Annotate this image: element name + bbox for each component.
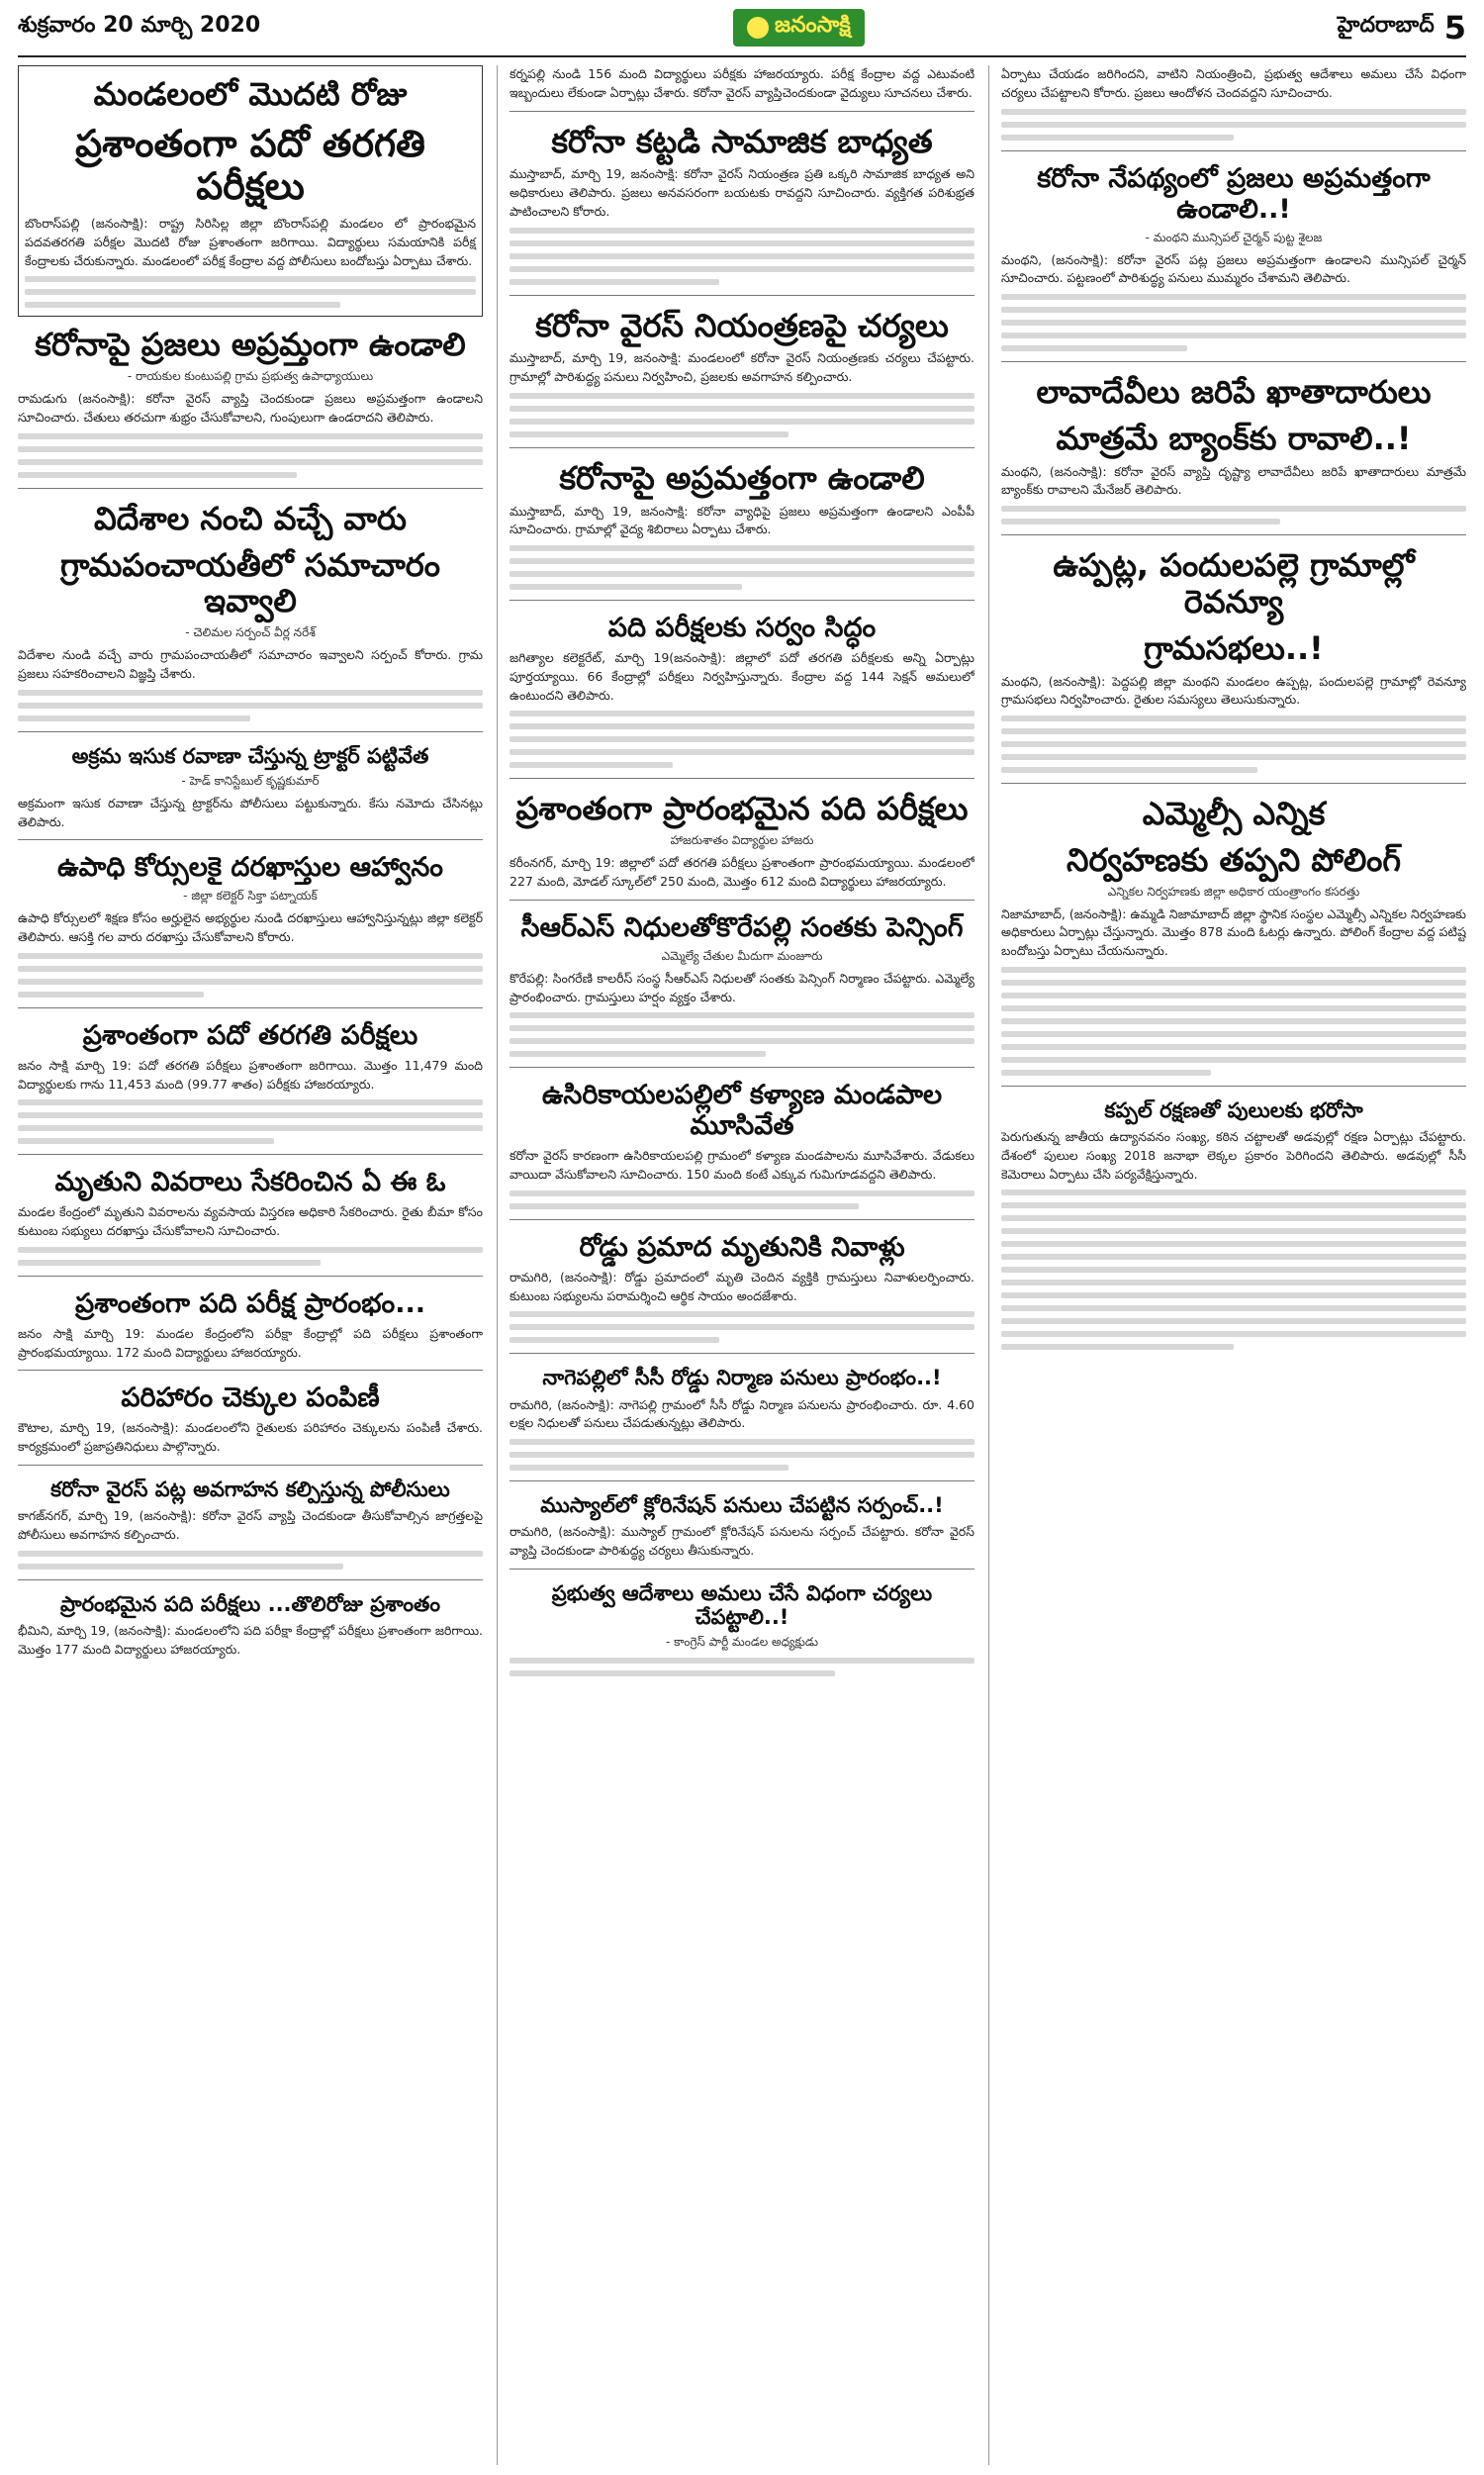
logo-mark-icon xyxy=(747,17,769,39)
divider xyxy=(1001,150,1466,151)
byline: ఎన్నికల నిర్వహణకు జిల్లా అధికార యంత్రాంగం కసరత్తు xyxy=(1107,884,1360,899)
byline: - చెలిమల సర్పంచ్ వీర్ల నరేశ్ xyxy=(185,625,316,640)
headline: లావాదేవీలు జరిపే ఖాతాదారులు xyxy=(1036,373,1432,412)
text-lines xyxy=(510,1010,974,1059)
article-body: రామగిరి, (జనంసాక్షి): నాగెపల్లి గ్రామంలో సీసీ రోడ్డు నిర్మాణ పనులను ప్రారంభించారు. రూ. 4.60 లక్షల నిధులతో పనులు చేపడుతున్నట్లు తెలిపారు. xyxy=(510,1396,974,1431)
divider xyxy=(18,1007,483,1008)
headline: అక్రమ ఇసుక రవాణా చేస్తున్న ట్రాక్టర్ పట్టివేత xyxy=(71,743,429,768)
text-lines xyxy=(510,1309,974,1345)
article-body: విదేశాల నుండి వచ్చే వారు గ్రామపంచాయతీలో సమాచారం ఇవ్వాలని సర్పంచ్ కోరారు. గ్రామ ప్రజలు సహకరించాలని విజ్ఞప్తి చేశారు. xyxy=(18,647,483,681)
divider xyxy=(510,111,974,112)
article-body: కరీంనగర్, మార్చి 19: జిల్లాలో పదో తరగతి పరీక్షలు ప్రశాంతంగా ప్రారంభమయ్యాయి. మండలంలో 227 మంది, మోడల్ స్కూల్‌లో 250 మంది, మొత్తం 612 మంది విద్యార్థులు హాజరయ్యారు. xyxy=(510,855,974,889)
article-foreign-returnees xyxy=(18,497,483,723)
issue-date: శుక్రవారం 20 మార్చి 2020 xyxy=(18,13,261,38)
headline: ప్రభుత్వ ఆదేశాలు అమలు చేసే విధంగా చర్యలు చేపట్టాలి..! xyxy=(551,1580,933,1629)
article-continued xyxy=(510,65,974,103)
divider xyxy=(510,778,974,779)
headline: ముస్యాల్‌లో క్లోరినేషన్ పనులు చేపట్టిన సర్పంచ్..! xyxy=(540,1493,944,1518)
column-3 xyxy=(988,65,1466,2465)
byline: - హెడ్ కానిస్టేబుల్ కృష్ణకుమార్ xyxy=(181,773,320,788)
text-lines xyxy=(1001,1188,1466,1352)
divider xyxy=(510,1480,974,1481)
article-be-alert xyxy=(510,456,974,592)
divider xyxy=(18,731,483,732)
article-exams-began xyxy=(510,787,974,891)
divider xyxy=(510,600,974,601)
divider xyxy=(18,1579,483,1580)
article-body: జగిత్యాల కలెక్టరేట్, మార్చి 19(జనంసాక్షి): జిల్లాలో పదో తరగతి పరీక్షలకు అన్ని ఏర్పాట్లు పూర్తయ్యాయి. 66 కేంద్రాల్లో పరీక్షలు నిర్వహిస్తున్నారు. కేంద్రాల వద్ద 144 సెక్షన్ అమలులో ఉంటుందని తెలిపారు. xyxy=(510,650,974,703)
text-lines xyxy=(1001,107,1466,143)
article-body: ముస్తాబాద్, మార్చి 19, జనంసాక్షి: మండలంలో కరోనా వైరస్ నియంత్రణకు చర్యలు చేపట్టారు. గ్రామాల్లో పారిశుద్ధ్య పనులు నిర్వహించి, ప్రజలకు అవగాహన కల్పించారు. xyxy=(510,350,974,385)
article-exams-ready xyxy=(510,609,974,770)
headline: విదేశాల నంచి వచ్చే వారు xyxy=(94,499,407,537)
article-cc-road xyxy=(510,1362,974,1473)
article-people-alert xyxy=(1001,159,1466,354)
article-police-awareness xyxy=(18,1474,483,1571)
article-body: మండల కేంద్రంలో మృతుని వివరాలను వ్యవసాయ విస్తరణ అధికారి సేకరించారు. రైతు బీమా కోసం కుటుంబ సభ్యులు దరఖాస్తు చేసుకోవాలని సూచించారు. xyxy=(18,1204,483,1239)
headline: నాగెపల్లిలో సీసీ రోడ్డు నిర్మాణ పనులు ప్రారంభం..! xyxy=(542,1366,942,1390)
article-body: ముస్తాబాద్, మార్చి 19, జనంసాక్షి: కరోనా వైరస్ నియంత్రణ ప్రతి ఒక్కరి సామాజిక బాధ్యత అని అధికారులు తెలిపారు. ప్రజలు అనవసరంగా బయటకు రావద్దని సూచించారు. వ్యక్తిగత పరిశుభ్రత పాటించాలని కోరారు. xyxy=(510,166,974,219)
text-lines xyxy=(18,1549,483,1571)
headline: ఉసిరికాయలపల్లిలో కళ్యాణ మండపాల మూసివేత xyxy=(541,1080,943,1142)
text-lines xyxy=(510,226,974,287)
article-body: కాగజ్‌నగర్, మార్చి 19, (జనంసాక్షి): కరోనా వైరస్ వ్యాప్తి చెందకుండా తీసుకోవాల్సిన జాగ్రత్తలపై పోలీసులు అవగాహన కల్పించారు. xyxy=(18,1508,483,1542)
article-sand-tractor xyxy=(18,740,483,832)
column-1 xyxy=(18,65,483,2465)
headline: ప్రశాంతంగా పదో తరగతి పరీక్షలు xyxy=(75,121,425,209)
divider xyxy=(1001,783,1466,784)
article-job-courses xyxy=(18,848,483,1000)
headline: ఉప్పట్ల, పందులపల్లె గ్రామాల్లో రెవన్యూ xyxy=(1053,546,1415,620)
article-govt-orders xyxy=(510,1577,974,1678)
article-halls-closed xyxy=(510,1076,974,1211)
article-compensation-cheques xyxy=(18,1379,483,1457)
text-lines xyxy=(18,688,483,723)
byline: - కాంగ్రెస్ పార్టీ మండల అధ్యక్షుడు xyxy=(666,1634,818,1649)
byline: - రాయకుల కుంటుపల్లి గ్రామ ప్రభుత్వ ఉపాధ్యాయులు xyxy=(127,369,374,384)
article-mlc-election xyxy=(1001,792,1466,1078)
divider xyxy=(1001,534,1466,535)
headline: మండలంలో మొదటి రోజు xyxy=(93,75,408,113)
article-body: కరోనా వైరస్ కారణంగా ఉసిరికాయలపల్లి గ్రామంలో కళ్యాణ మండపాలను మూసివేశారు. వేడుకలు వాయిదా వేసుకోవాలని సూచించారు. 150 మంది కంటే ఎక్కువ గుమిగూడవద్దని తెలిపారు. xyxy=(510,1148,974,1183)
headline: ప్రశాంతంగా ప్రారంభమైన పది పరీక్షలు xyxy=(515,790,969,828)
article-corona-alert xyxy=(18,323,483,479)
divider xyxy=(18,839,483,840)
article-exam-start xyxy=(18,1285,483,1363)
divider xyxy=(510,447,974,448)
text-lines xyxy=(18,1245,483,1268)
article-body: కర్నపల్లి నుండి 156 మంది విద్యార్థులు పరీక్షకు హాజరయ్యారు. పరీక్ష కేంద్రాల వద్ద ఎటువంటి ఇబ్బందులు లేకుండా ఏర్పాట్లు చేశారు. కరోనా వైరస్ వ్యాప్తిచెందకుండా వైద్యులు సూచనలు చేశారు. xyxy=(510,66,974,100)
headline: ఉపాధి కోర్సులకై దరఖాస్తుల ఆహ్వానం xyxy=(57,852,443,884)
divider xyxy=(510,1569,974,1570)
divider xyxy=(510,1353,974,1354)
text-lines xyxy=(1001,965,1466,1078)
article-body: కొరేపల్లి: సింగరేణి కాలరీస్ సంస్థ సీఆర్ఎస్ నిధులతో సంతకు పెన్సింగ్ నిర్మాణం చేపట్టారు. ఎమ్మెల్యే ప్రారంభించారు. గ్రామస్తులు హర్షం వ్యక్తం చేశారు. xyxy=(510,970,974,1004)
edition-city: హైదరాబాద్ xyxy=(1337,13,1435,38)
headline: కరోనాపై అప్రమత్తంగా ఉండాలి xyxy=(559,458,925,497)
text-lines xyxy=(18,431,483,480)
article-body: అక్రమంగా ఇసుక రవాణా చేస్తున్న ట్రాక్టర్‌ను పోలీసులు పట్టుకున్నారు. కేసు నమోదు చేసినట్లు తెలిపారు. xyxy=(18,795,483,829)
text-lines xyxy=(510,1656,974,1678)
text-lines xyxy=(1001,504,1466,526)
headline: మృతుని వివరాలు సేకరించిన ఏ ఈ ఓ xyxy=(54,1167,446,1198)
headline: కరోనాపై ప్రజలు అప్రమ్తంగా ఉండాలి xyxy=(35,326,466,364)
headline: కరోనా వైరస్ నియంత్రణపై చర్యలు xyxy=(535,306,949,344)
text-lines xyxy=(25,274,476,310)
divider xyxy=(18,1276,483,1277)
article-chlorination xyxy=(510,1489,974,1561)
byline: - మంథని మున్సిపల్ చైర్మన్ పుట్ట శైలజ xyxy=(1145,230,1323,244)
text-lines xyxy=(18,951,483,1000)
divider xyxy=(510,1219,974,1220)
text-lines xyxy=(510,1189,974,1211)
text-lines xyxy=(510,543,974,592)
article-body: భీమిని, మార్చి 19, (జనంసాక్షి): మండలంలోని పది పరీక్షా కేంద్రాల్లో పరీక్షలు ప్రశాంతంగా జరిగాయి. మొత్తం 177 మంది విద్యార్థులు హాజరయ్యారు. xyxy=(18,1622,483,1657)
divider xyxy=(1001,1086,1466,1087)
headline: మాత్రమే బ్యాంక్‌కు రావాలి..! xyxy=(1056,419,1412,457)
logo-text: జనంసాక్షి xyxy=(775,13,851,38)
article-virus-control xyxy=(510,304,974,439)
article-aeo-details xyxy=(18,1163,483,1268)
columns xyxy=(18,65,1466,2465)
headline: రోడ్డు ప్రమాద మృతునికి నివాళ్లు xyxy=(579,1231,905,1263)
divider xyxy=(510,295,974,296)
page-number: 5 xyxy=(1443,9,1466,47)
article-body: ఉపాధి కోర్సులలో శిక్షణ కోసం అర్హులైన అభ్యర్థుల నుండి దరఖాస్తులు ఆహ్వానిస్తున్నట్లు జిల్లా కలెక్టర్ తెలిపారు. ఆసక్తి గల వారు దరఖాస్తు చేసుకోవాలని కోరారు. xyxy=(18,910,483,945)
article-body: బొంరాస్‌పల్లి (జనంసాక్షి): రాష్ట్ర సిరిసిల్ల జిల్లా బొంరాస్‌పల్లి మండలం లో ప్రారంభమైన పదవతరగతి పరీక్షల మొదటి రోజు ప్రశాంతంగా జరిగాయి. విద్యార్థులు సమయానికి పరీక్ష కేంద్రాలకు చేరుకున్నారు. మండలంలో పరీక్ష కేంద్రాల వద్ద పోలీసులు బందోబస్తు ఏర్పాటు చేశారు. xyxy=(25,216,476,268)
headline: ప్రశాంతంగా పదో తరగతి పరీక్షలు xyxy=(82,1019,418,1051)
text-lines xyxy=(510,709,974,770)
divider xyxy=(1001,361,1466,362)
headline: నిర్వహణకు తప్పని పోలింగ్ xyxy=(1067,840,1401,879)
article-tenth-exams xyxy=(18,1016,483,1147)
headline: ఎమ్మెల్సీ ఎన్నిక xyxy=(1142,795,1326,833)
article-revenue-sabhas xyxy=(1001,543,1466,775)
article-exams-first-day-calm xyxy=(18,1588,483,1660)
text-lines xyxy=(1001,292,1466,353)
article-body: జనం సాక్షి మార్చి 19: మండల కేంద్రంలోని పరీక్షా కేంద్రాల్లో పది పరీక్షలు ప్రశాంతంగా ప్రారంభమయ్యాయి. 172 మంది విద్యార్థులు హాజరయ్యారు. xyxy=(18,1325,483,1360)
headline: కరోనా నేపథ్యంలో ప్రజలు అప్రమత్తంగా ఉండాలి..! xyxy=(1037,162,1431,225)
article-body: ముస్తాబాద్, మార్చి 19, జనంసాక్షి: కరోనా వ్యాధిపై ప్రజలు అప్రమత్తంగా ఉండాలని ఎంపీపీ సూచించారు. గ్రామాల్లో వైద్య శిబిరాలు ఏర్పాటు చేశారు. xyxy=(510,503,974,537)
article-body: కౌటాల, మార్చి 19, (జనంసాక్షి): మండలంలోని రైతులకు పరిహారం చెక్కులను పంపిణీ చేశారు. కార్యక్రమంలో ప్రజాప్రతినిధులు పాల్గొన్నారు. xyxy=(18,1420,483,1455)
newspaper-logo xyxy=(733,9,865,47)
byline: ఎమ్మెల్యే చేతుల మీదుగా మంజూరు xyxy=(661,948,823,963)
article-social-responsibility xyxy=(510,120,974,287)
byline: - జిల్లా కలెక్టర్ సిక్తా పట్నాయక్ xyxy=(183,889,318,904)
headline: పది పరీక్షలకు సర్వం సిద్ధం xyxy=(607,613,877,644)
article-body: జనం సాక్షి మార్చి 19: పదో తరగతి పరీక్షలు ప్రశాంతంగా జరిగాయి. మొత్తం 11,479 మంది విద్యార్థులకు గాను 11,453 మంది (99.77 శాతం) పరీక్షకు హాజరయ్యారు. xyxy=(18,1057,483,1092)
headline: పరిహారం చెక్కుల పంపిణీ xyxy=(121,1382,380,1414)
divider xyxy=(510,1067,974,1068)
divider xyxy=(18,1370,483,1371)
article-csr-fencing xyxy=(510,908,974,1060)
article-body: మంథని, (జనంసాక్షి): కరోనా వైరస్ పట్ల ప్రజలు అప్రమత్తంగా ఉండాలని మున్సిపల్ చైర్మన్ సూచించారు. పట్టణంలో పారిశుద్ధ్య పనులు ముమ్మరం చేశామని తెలిపారు. xyxy=(1001,251,1466,286)
headline: ప్రారంభమైన పది పరీక్షలు ...తొలిరోజు ప్రశాంతం xyxy=(59,1591,441,1616)
article-accident-tribute xyxy=(510,1228,974,1346)
headline: కరోనా వైరస్ పట్ల అవగాహన కల్పిస్తున్న పోలీసులు xyxy=(50,1476,450,1501)
divider xyxy=(510,900,974,901)
article-bank-customers xyxy=(1001,370,1466,526)
headline: సీఆర్ఎస్ నిధులతోకొరేపల్లి సంతకు పెన్సింగ్ xyxy=(520,911,964,943)
headline: కరోనా కట్టడి సామాజిక బాధ్యత xyxy=(551,122,933,160)
text-lines xyxy=(510,1437,974,1473)
headline: గ్రామసభలు..! xyxy=(1144,628,1324,667)
divider xyxy=(18,1465,483,1466)
article-body: నిజామాబాద్, (జనంసాక్షి): ఉమ్మడి నిజామాబాద్ జిల్లా స్థానిక సంస్థల ఎమ్మెల్సీ ఎన్నికల నిర్వహణకు అధికారులు ఏర్పాట్లు చేస్తున్నారు. మొత్తం 878 మంది ఓటర్లు ఉన్నారు. పోలింగ్ కేంద్రాల వద్ద పటిష్ట బందోబస్తు ఏర్పాటు చేయనున్నారు. xyxy=(1001,905,1466,959)
article-tiger-protection xyxy=(1001,1095,1466,1352)
article-body: రామగిరి, (జనంసాక్షి): ముస్యాల్ గ్రామంలో క్లోరినేషన్ పనులను సర్పంచ్ చేపట్టారు. కరోనా వైరస్ వ్యాప్తి చెందకుండా పారిశుద్ధ్య చర్యలు తీసుకున్నారు. xyxy=(510,1524,974,1558)
byline: హాజరుశాతం విద్యార్థుల హాజరు xyxy=(670,833,814,848)
article-body: పెరుగుతున్న జాతీయ ఉద్యానవనం సంఖ్య, కఠిన చట్టాలతో అడవుల్లో రక్షణ ఏర్పాట్లు చేపట్టారు. దేశంలో పులుల సంఖ్య 2018 జనాభా లెక్కల ప్రకారం పెరిగిందని తెలిపారు. అడవుల్లో సీసీ కెమెరాలు ఏర్పాటు చేసి పర్యవేక్షిస్తున్నారు. xyxy=(1001,1129,1466,1182)
headline: ప్రశాంతంగా పది పరీక్ష ప్రారంభం... xyxy=(75,1287,425,1319)
article-first-day-exams xyxy=(18,65,483,317)
article-body: రామడుగు (జనంసాక్షి): కరోనా వైరస్ వ్యాప్తి చెందకుండా ప్రజలు అప్రమత్తంగా ఉండాలని సూచించారు. చేతులు తరచుగా శుభ్రం చేసుకోవాలని, గుంపులుగా ఉండరాదని తెలిపారు. xyxy=(18,391,483,425)
article-body: మంథని, (జనంసాక్షి): కరోనా వైరస్ వ్యాప్తి దృష్ట్యా లావాదేవీలు జరిపే ఖాతాదారులు మాత్రమే బ్యాంక్‌కు రావాలని మేనేజర్ తెలిపారు. xyxy=(1001,463,1466,498)
masthead xyxy=(18,0,1466,57)
text-lines xyxy=(18,1097,483,1146)
article-body: ఏర్పాటు చేయడం జరిగిందని, వాటిని నియంత్రించి, ప్రభుత్వ ఆదేశాలు అమలు చేసే విధంగా చర్యలు చేపట్టాలని కోరారు. ప్రజలు ఆందోళన చెందవద్దని సూచించారు. xyxy=(1001,66,1466,100)
headline: కప్పల్ రక్షణతో పులులకు భరోసా xyxy=(1104,1097,1363,1122)
article-continued xyxy=(1001,65,1466,143)
headline: గ్రామపంచాయతీలో సమాచారం ఇవ్వాలి xyxy=(60,545,440,620)
divider xyxy=(18,1154,483,1155)
article-body: మంథని, (జనంసాక్షి): పెద్దపల్లి జిల్లా మంథని మండలం ఉప్పట్ల, పందులపల్లె గ్రామాల్లో రెవన్యూ గ్రామసభలు నిర్వహించారు. రైతుల సమస్యలు తెలుసుకున్నారు. xyxy=(1001,673,1466,708)
text-lines xyxy=(510,391,974,439)
article-body: రామగిరి, (జనంసాక్షి): రోడ్డు ప్రమాదంలో మృతి చెందిన వ్యక్తికి గ్రామస్తులు నివాళులర్పించారు. కుటుంబ సభ్యులను పరామర్శించి ఆర్థిక సాయం అందజేశారు. xyxy=(510,1269,974,1303)
text-lines xyxy=(1001,714,1466,775)
divider xyxy=(18,488,483,489)
edition xyxy=(1338,9,1466,47)
column-2 xyxy=(497,65,974,2465)
